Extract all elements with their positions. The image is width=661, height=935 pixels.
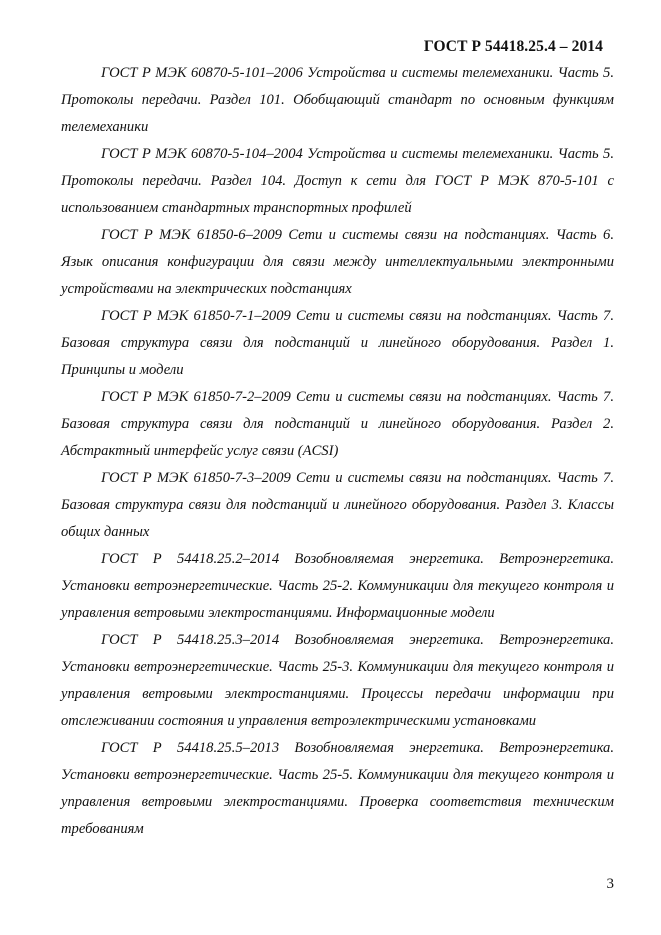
page-number: 3 xyxy=(606,876,614,892)
reference-item: ГОСТ Р 54418.25.3–2014 Возобновляемая энергетика. Ветроэнергетика. Установки ветроэнергетические. Часть 25-3. Коммуникации для текущего контроля и управления ветровыми электростанциями. Процессы передачи информации при отслеживании состояния и управления ветроэлектрическими установками xyxy=(61,632,614,729)
reference-item: ГОСТ Р 54418.25.2–2014 Возобновляемая энергетика. Ветроэнергетика. Установки ветроэнергетические. Часть 25-2. Коммуникации для текущего контроля и управления ветровыми электростанциями. Информационные модели xyxy=(61,551,614,621)
normative-references-list xyxy=(61,60,614,843)
reference-item: ГОСТ Р МЭК 61850-7-1–2009 Сети и системы связи на подстанциях. Часть 7. Базовая структура связи для подстанций и линейного оборудования. Раздел 1. Принципы и модели xyxy=(61,308,614,378)
reference-item: ГОСТ Р МЭК 61850-6–2009 Сети и системы связи на подстанциях. Часть 6. Язык описания конфигурации для связи между интеллектуальными электронными устройствами на электрических подстанциях xyxy=(61,227,614,297)
reference-item: ГОСТ Р МЭК 61850-7-3–2009 Сети и системы связи на подстанциях. Часть 7. Базовая структура связи для подстанций и линейного оборудования. Раздел 3. Классы общих данных xyxy=(61,470,614,540)
document-header: ГОСТ Р 54418.25.4 – 2014 xyxy=(423,38,603,55)
reference-item: ГОСТ Р МЭК 60870-5-104–2004 Устройства и системы телемеханики. Часть 5. Протоколы передачи. Раздел 104. Доступ к сети для ГОСТ Р МЭК 870-5-101 с использованием стандартных транспортных профилей xyxy=(61,146,614,216)
reference-item: ГОСТ Р МЭК 61850-7-2–2009 Сети и системы связи на подстанциях. Часть 7. Базовая структура связи для подстанций и линейного оборудования. Раздел 2. Абстрактный интерфейс услуг связи (ACSI) xyxy=(61,389,614,459)
reference-item: ГОСТ Р МЭК 60870-5-101–2006 Устройства и системы телемеханики. Часть 5. Протоколы передачи. Раздел 101. Обобщающий стандарт по основным функциям телемеханики xyxy=(61,65,614,135)
reference-item: ГОСТ Р 54418.25.5–2013 Возобновляемая энергетика. Ветроэнергетика. Установки ветроэнергетические. Часть 25-5. Коммуникации для текущего контроля и управления ветровыми электростанциями. Проверка соответствия техническим требованиям xyxy=(61,740,614,837)
